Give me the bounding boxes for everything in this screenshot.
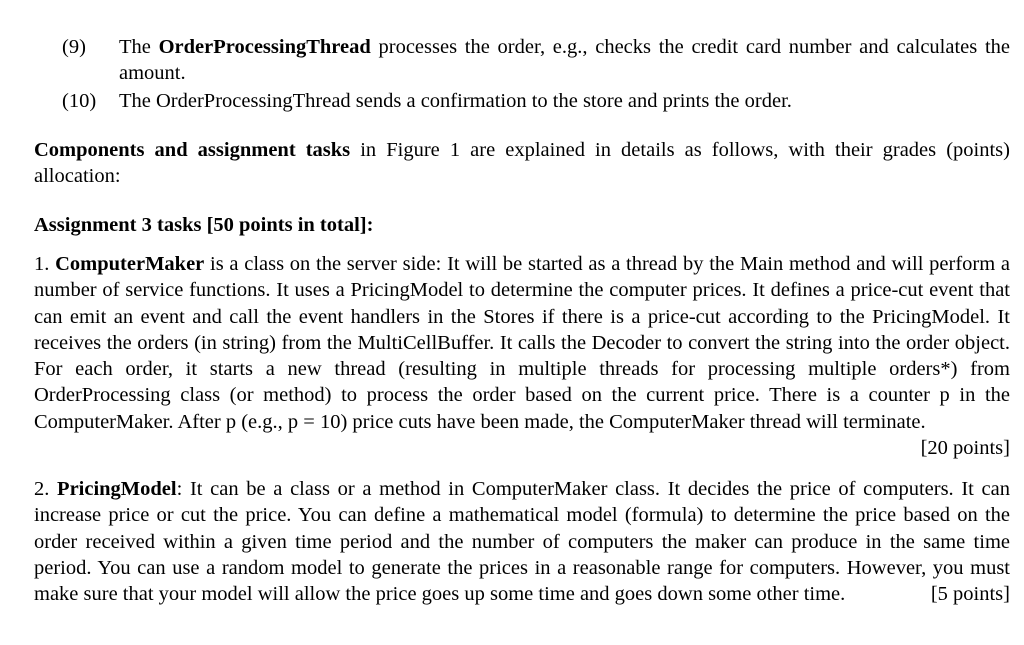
task-paragraph-pricing-model: [34, 476, 1010, 607]
list-item-text-rest: processes the order, e.g., checks the credit card number and calculates the amount.: [119, 36, 1011, 85]
list-item-text: The OrderProcessingThread sends a confirmation to the store and prints the order.: [119, 90, 792, 112]
task-number: 1.: [34, 253, 56, 275]
list-item-number: (10): [62, 90, 97, 112]
task-name: ComputerMaker: [55, 253, 205, 275]
section-heading: [34, 212, 1010, 238]
list-item: [62, 34, 1010, 87]
intro-paragraph: [34, 137, 1010, 190]
task-paragraph-computer-maker: [34, 251, 1010, 461]
list-item-text: [119, 34, 1010, 87]
task-points: [20 points]: [920, 437, 1010, 460]
task-body: : It can be a class or a method in ComputerMaker class. It decides the price of computers. It can increase price or cut the price. You can define a mathematical model (formula) to determine the price based on the order received within a given time period and the number of computers the maker can produce in the same time period. You can use a random model to generate the prices in a reasonable range for computers. However, you must make sure that your model will allow the price goes up some time and goes down some other time.: [34, 478, 1010, 606]
task-body: is a class on the server side: It will be started as a thread by the Main method and will perform a number of service functions. It uses a PricingModel to determine the computer prices. It defines a price-cut event that can emit an event and call the event handlers in the Stores if there is a price-cut according to the PricingModel. It receives the orders (in string) from the MultiCellBuffer. It calls the Decoder to convert the string into the order object. For each order, it starts a new thread (resulting in multiple threads for processing multiple orders*) from OrderProcessing class (or method) to process the order based on the current price. There is a counter p in the ComputerMaker. After p (e.g., p = 10) price cuts have been made, the ComputerMaker thread will terminate.: [34, 253, 1011, 433]
section-heading-text: Assignment 3 tasks [50 points in total]:: [34, 214, 374, 236]
task-number: 2.: [34, 478, 58, 500]
list-item: [62, 88, 1010, 114]
task-name: PricingModel: [57, 478, 177, 500]
list-item-number: (9): [62, 36, 86, 58]
task-points: [5 points]: [930, 583, 1010, 606]
intro-text: in Figure 1 are explained in details as follows, with their grades (points) allocation:: [34, 139, 1010, 188]
intro-bold-lead: Components and assignment tasks: [34, 139, 351, 161]
order-processing-thread-term: OrderProcessingThread: [158, 36, 371, 58]
list-item-text-lead: The: [119, 36, 159, 58]
